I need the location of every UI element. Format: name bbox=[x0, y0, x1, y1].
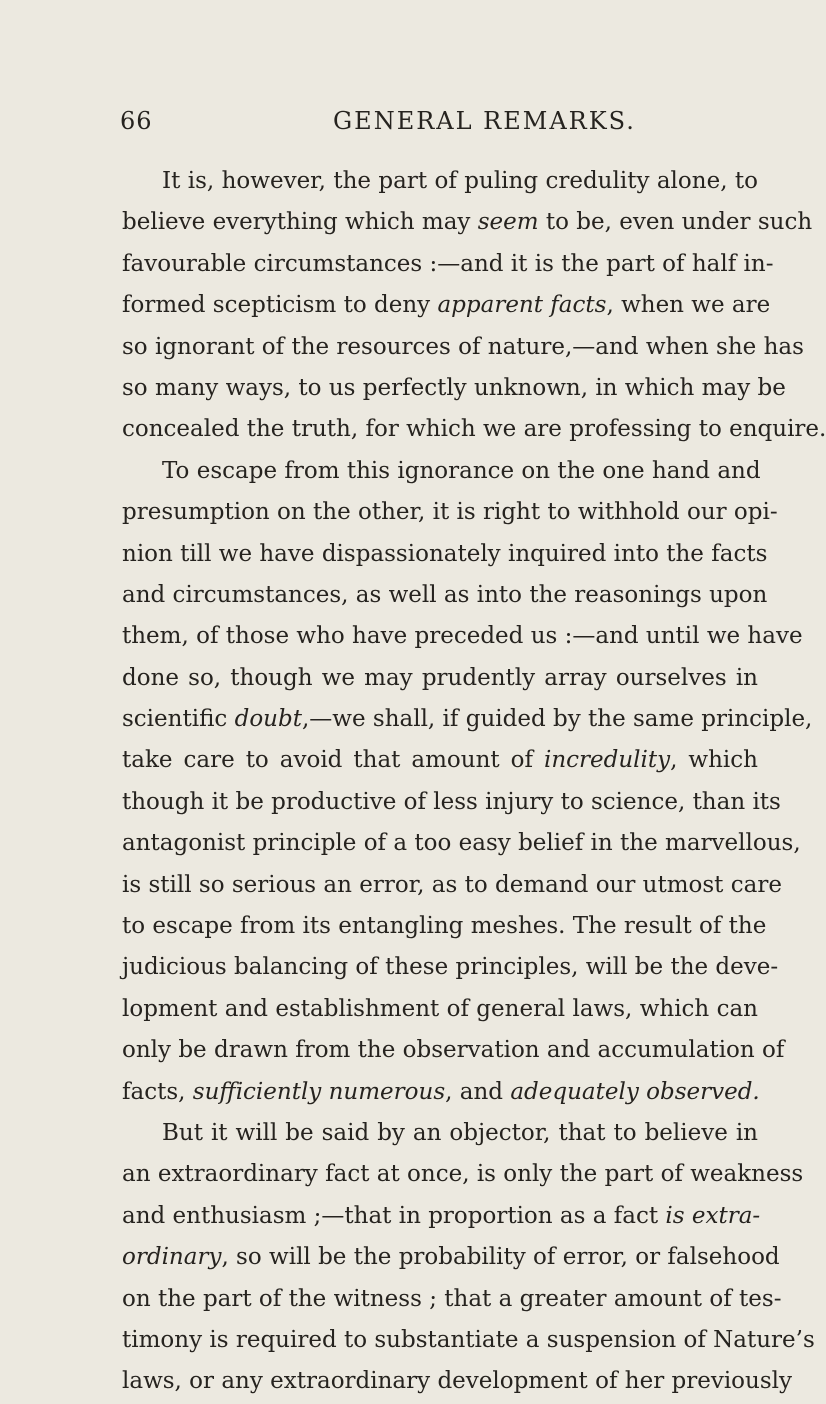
text-line bbox=[122, 1361, 792, 1402]
text-line bbox=[122, 202, 813, 243]
italic-text-run: apparent facts bbox=[437, 292, 607, 319]
text-line bbox=[122, 1237, 780, 1278]
text-run: laws, or any extraordinary development of her previously bbox=[122, 1368, 792, 1395]
text-line bbox=[122, 699, 813, 740]
text-run: presumption on the other, it is right to withhold our opi- bbox=[122, 499, 778, 526]
text-run: done so, though we may prudently array ourselves in bbox=[122, 664, 758, 691]
italic-text-run: incredulity bbox=[543, 747, 671, 774]
text-run: antagonist principle of a too easy belief in the marvellous, bbox=[122, 830, 801, 857]
text-run: to be, even under such bbox=[538, 209, 813, 236]
text-line bbox=[122, 1320, 815, 1361]
text-line bbox=[122, 740, 758, 781]
text-run: is still so serious an error, as to demand our utmost care bbox=[122, 871, 782, 898]
italic-text-run: sufficiently numerous bbox=[192, 1078, 446, 1105]
italic-text-run: ordinary bbox=[122, 1244, 222, 1271]
text-run: and circumstances, as well as into the reasonings upon bbox=[122, 581, 768, 608]
text-run: But it will be said by an objector, that to believe in bbox=[162, 1119, 758, 1146]
italic-text-run: adequately observed. bbox=[510, 1078, 760, 1105]
text-line bbox=[122, 244, 774, 285]
text-run: , and bbox=[445, 1078, 511, 1105]
text-run: and enthusiasm ;—that in proportion as a fact bbox=[122, 1202, 666, 1229]
text-line bbox=[122, 1279, 782, 1320]
text-run: so many ways, to us perfectly unknown, in which may be bbox=[122, 374, 786, 401]
text-run: only be drawn from the observation and accumulation of bbox=[122, 1037, 785, 1064]
text-line bbox=[122, 823, 801, 864]
text-line bbox=[122, 575, 768, 616]
text-line bbox=[122, 1072, 758, 1113]
text-run: judicious balancing of these principles, will be the deve- bbox=[122, 954, 779, 981]
text-run: lopment and establishment of general laws, which can bbox=[122, 995, 758, 1022]
text-line bbox=[122, 658, 758, 699]
text-line bbox=[122, 1196, 761, 1237]
paragraph-first-line bbox=[122, 451, 761, 492]
text-line bbox=[122, 1030, 785, 1071]
text-run: on the part of the witness ; that a greater amount of tes- bbox=[122, 1285, 782, 1312]
page-number: 66 bbox=[120, 107, 153, 135]
text-line bbox=[122, 906, 767, 947]
text-run: timony is required to substantiate a suspension of Nature’s bbox=[122, 1326, 815, 1353]
text-line bbox=[122, 865, 782, 906]
text-line bbox=[122, 616, 803, 657]
text-line bbox=[122, 368, 786, 409]
text-run: concealed the truth, for which we are professing to enquire. bbox=[122, 416, 826, 443]
text-run: take care to avoid that amount of bbox=[122, 747, 544, 774]
text-line bbox=[122, 285, 771, 326]
text-line bbox=[122, 947, 779, 988]
text-line bbox=[122, 989, 758, 1030]
text-run: favourable circumstances :—and it is the part of half in- bbox=[122, 250, 774, 277]
text-run: though it be productive of less injury to science, than its bbox=[122, 788, 781, 815]
text-run: nion till we have dispassionately inquired into the facts bbox=[122, 540, 768, 567]
text-run: them, of those who have preceded us :—and until we have bbox=[122, 623, 803, 650]
text-run: to escape from its entangling meshes. The result of the bbox=[122, 913, 767, 940]
text-run: , when we are bbox=[606, 292, 771, 319]
text-run: formed scepticism to deny bbox=[122, 292, 438, 319]
text-run: ,—we shall, if guided by the same principle, bbox=[301, 706, 813, 733]
paragraph-first-line bbox=[122, 1113, 758, 1154]
text-line bbox=[122, 534, 768, 575]
running-title: GENERAL REMARKS. bbox=[333, 107, 636, 135]
text-run: facts, bbox=[122, 1078, 193, 1105]
italic-text-run: is extra- bbox=[665, 1202, 761, 1229]
text-line bbox=[122, 1154, 804, 1195]
text-line bbox=[122, 782, 781, 823]
text-run: To escape from this ignorance on the one hand and bbox=[162, 457, 761, 484]
text-run: an extraordinary fact at once, is only the part of weakness bbox=[122, 1161, 804, 1188]
text-line bbox=[122, 492, 778, 533]
paragraph-first-line bbox=[122, 161, 758, 202]
text-run: , which bbox=[670, 747, 758, 774]
text-run: It is, however, the part of puling credulity alone, to bbox=[162, 168, 758, 194]
text-line bbox=[122, 409, 826, 450]
text-run: , so will be the probability of error, or falsehood bbox=[221, 1244, 780, 1271]
text-run: believe everything which may bbox=[122, 209, 478, 236]
text-run: so ignorant of the resources of nature,—and when she has bbox=[122, 333, 804, 360]
running-head bbox=[120, 104, 760, 138]
body-text bbox=[122, 161, 826, 1403]
text-line bbox=[122, 327, 804, 368]
italic-text-run: doubt bbox=[234, 706, 302, 733]
text-run: scientific bbox=[122, 706, 235, 733]
italic-text-run: seem bbox=[477, 209, 539, 236]
